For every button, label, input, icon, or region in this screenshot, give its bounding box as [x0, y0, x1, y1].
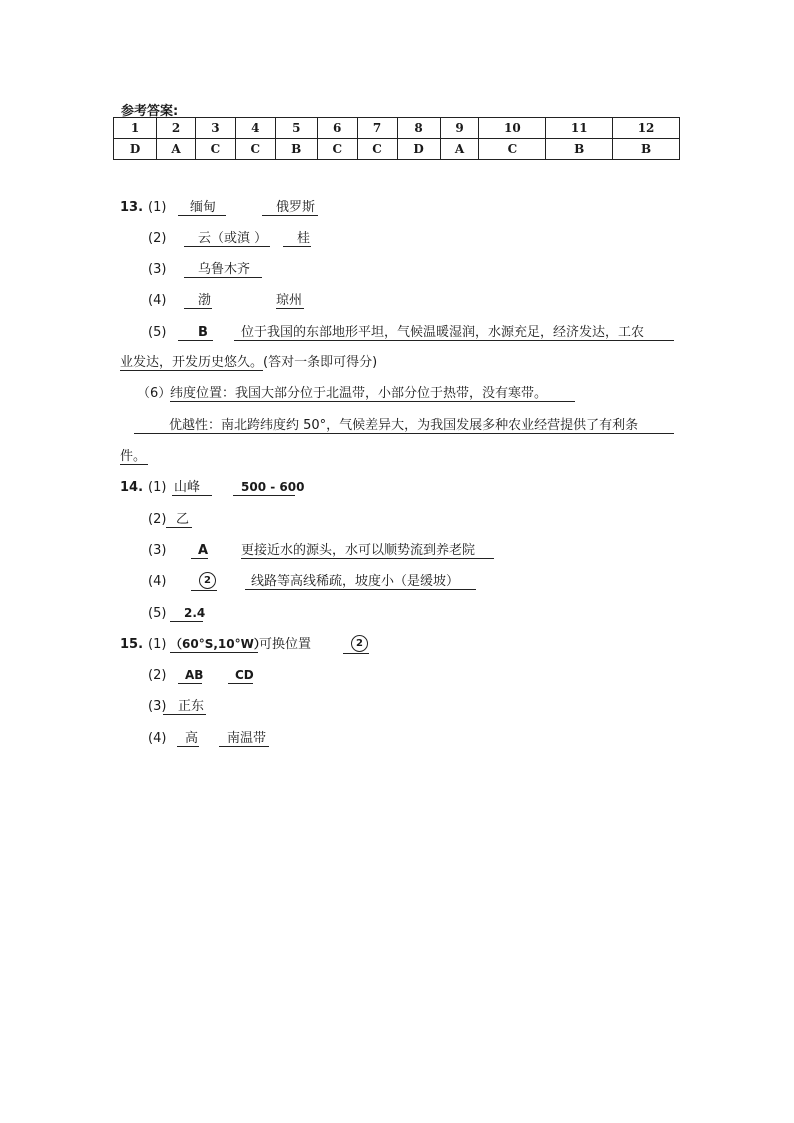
answer-cell: C: [317, 139, 357, 160]
question-number-cell: 3: [195, 118, 235, 139]
answer-table: [113, 117, 680, 160]
q14-p3-answer-b: 更接近水的源头，水可以顺势流到养老院: [241, 543, 494, 559]
answer-cell: A: [157, 139, 196, 160]
answer-cell: C: [479, 139, 546, 160]
q13-p5-note: (答对一条即可得分): [263, 355, 378, 370]
q15-p4-answer-a: 高: [177, 731, 199, 747]
q13-p1-answer-b: 俄罗斯: [262, 200, 318, 216]
question-number-cell: 8: [397, 118, 440, 139]
q15-number: 15.: [120, 637, 144, 652]
answer-cell: B: [546, 139, 613, 160]
q13-p5-answer-b: 位于我国的东部地形平坦，气候温暖湿润，水源充足，经济发达，工农: [234, 325, 674, 341]
q14-p3-answer-a: A: [191, 543, 208, 559]
q15-p2-answer-b: CD: [228, 668, 253, 684]
question-number-cell: 5: [275, 118, 317, 139]
answer-cell: D: [114, 139, 157, 160]
q14-p2-label: (2): [148, 512, 167, 527]
q13-number: 13.: [120, 200, 144, 215]
question-number-cell: 9: [440, 118, 479, 139]
q14-p4-answer-b: 线路等高线稀疏，坡度小（是缓坡）: [245, 574, 476, 590]
q13-p1-label: (1): [148, 200, 167, 215]
answer-cell: C: [235, 139, 275, 160]
q13-p4-answer-b: 琼州: [276, 293, 303, 308]
question-number-cell: 2: [157, 118, 196, 139]
q15-p1-text: 可换位置: [259, 637, 312, 652]
q14-p1-label: (1): [148, 480, 167, 495]
q13-p2-answer-b: 桂: [283, 231, 311, 247]
q13-p2-answer-a: 云（或滇 ）: [184, 231, 270, 247]
question-number-cell: 10: [479, 118, 546, 139]
q13-p6-label: （6）: [137, 386, 172, 401]
table-answer-row: [114, 139, 680, 160]
q13-p5-label: (5): [148, 325, 167, 340]
q13-p5-line2: [120, 355, 377, 371]
answer-cell: D: [397, 139, 440, 160]
q14-p4-answer-a-wrap: [191, 572, 217, 591]
q15-p4-label: (4): [148, 731, 167, 746]
q13-p5-answer-a: B: [178, 325, 213, 341]
q15-p1-answer-a: （60°S,10°W）: [170, 637, 266, 651]
q14-p3-label: (3): [148, 543, 167, 558]
q15-p1-label: (1): [148, 637, 167, 652]
question-number-cell: 1: [114, 118, 157, 139]
q15-p1-answer-c-wrap: [343, 635, 369, 654]
q15-p3-answer: 正东: [163, 699, 206, 715]
q13-p6-answer-b: 优越性：南北跨纬度约 50°，气候差异大，为我国发展多种农业经营提供了有利条: [134, 418, 674, 434]
q14-number: 14.: [120, 480, 144, 495]
q13-p1-answer-a: 缅甸: [178, 200, 226, 216]
question-number-cell: 7: [357, 118, 397, 139]
q15-p2-answer-a: AB: [178, 668, 202, 684]
table-header-row: [114, 118, 680, 139]
q13-p4-answer-a: 渤: [184, 293, 212, 309]
answer-cell: C: [195, 139, 235, 160]
circled-number-2: 2: [351, 635, 368, 652]
circled-number-2: 2: [199, 572, 216, 589]
q15-p2-label: (2): [148, 668, 167, 683]
q13-p6-answer-c: 件。: [120, 449, 147, 464]
answer-cell: B: [613, 139, 680, 160]
q14-p2-answer: 乙: [166, 512, 192, 528]
q13-p4-label: (4): [148, 293, 167, 308]
answer-key-title: 参考答案:: [121, 104, 179, 119]
q13-p3-answer: 乌鲁木齐: [184, 262, 262, 278]
answer-cell: B: [275, 139, 317, 160]
question-number-cell: 12: [613, 118, 680, 139]
answer-cell: A: [440, 139, 479, 160]
answer-cell: C: [357, 139, 397, 160]
q14-p4-label: (4): [148, 574, 167, 589]
q14-p1-answer-a: 山峰: [172, 480, 212, 496]
q13-p2-label: (2): [148, 231, 167, 246]
q14-p5-label: (5): [148, 606, 167, 621]
question-number-cell: 11: [546, 118, 613, 139]
q14-p5-answer: 2.4: [170, 606, 203, 622]
question-number-cell: 6: [317, 118, 357, 139]
q14-p1-answer-b: 500 - 600: [233, 480, 295, 496]
q13-p6-answer-a: 纬度位置：我国大部分位于北温带，小部分位于热带，没有寒带。: [170, 386, 575, 402]
q13-p3-label: (3): [148, 262, 167, 277]
q15-p3-label: (3): [148, 699, 167, 714]
q15-p4-answer-b: 南温带: [219, 731, 269, 747]
q13-p5-answer-c: 业发达，开发历史悠久。: [120, 355, 264, 370]
question-number-cell: 4: [235, 118, 275, 139]
